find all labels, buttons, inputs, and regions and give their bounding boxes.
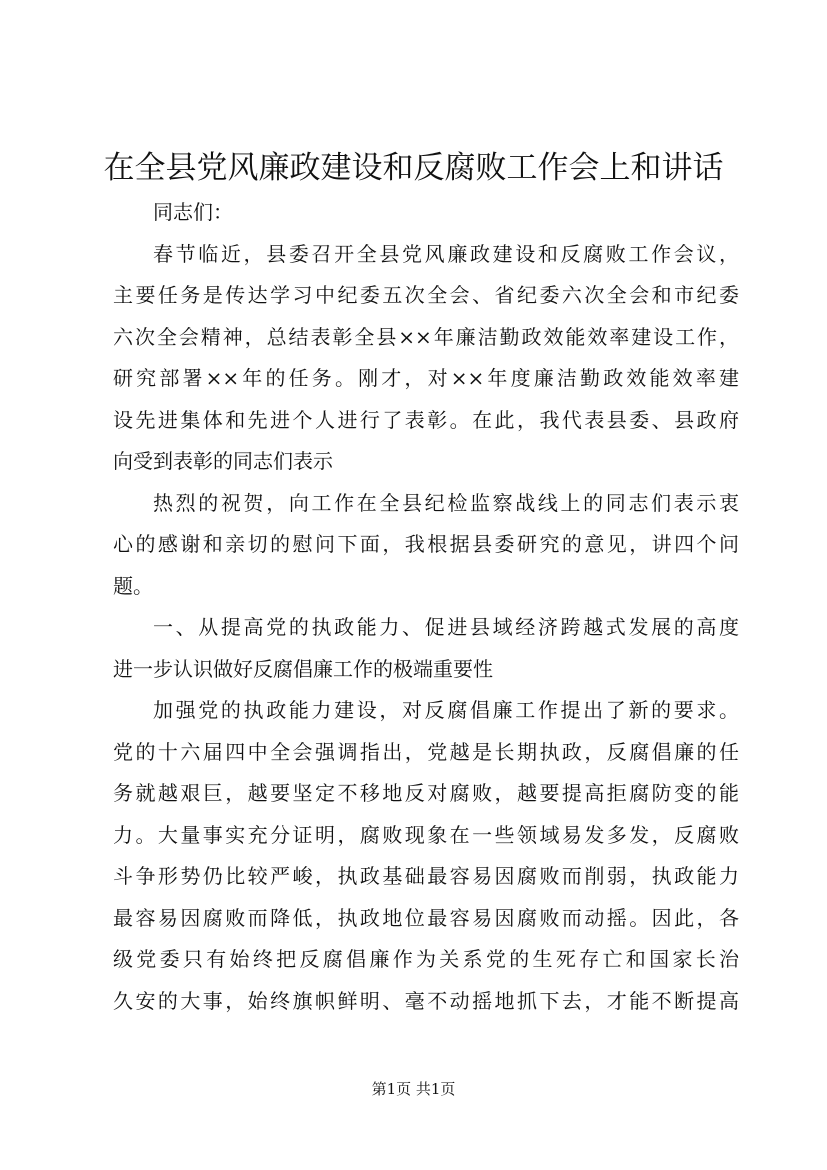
paragraph-line: 力。大量事实充分证明，腐败现象在一些领域易发多发，反腐败 (113, 822, 739, 847)
document-title: 在全县党风廉政建设和反腐败工作会上和讲话 (103, 150, 724, 186)
paragraph-line: 向受到表彰的同志们表示 (113, 449, 333, 473)
paragraph-line: 设先进集体和先进个人进行了表彰。在此，我代表县委、县政府 (113, 407, 739, 432)
section-heading-line: 一、从提高党的执政能力、促进县域经济跨越式发展的高度 (153, 615, 739, 639)
paragraph-line: 春节临近，县委召开全县党风廉政建设和反腐败工作会议， (153, 241, 739, 266)
paragraph-line: 题。 (113, 573, 153, 598)
paragraph-line: 主要任务是传达学习中纪委五次全会、省纪委六次全会和市纪委 (113, 283, 739, 307)
paragraph-line: 加强党的执政能力建设，对反腐倡廉工作提出了新的要求。 (153, 698, 739, 722)
paragraph-line: 研究部署××年的任务。刚才，对××年度廉洁勤政效能效率建 (113, 366, 739, 390)
paragraph-line: 务就越艰巨，越要坚定不移地反对腐败，越要提高拒腐防变的能 (113, 781, 739, 805)
paragraph-line: 久安的大事，始终旗帜鲜明、毫不动摇地抓下去，才能不断提高 (113, 988, 739, 1013)
paragraph-line: 最容易因腐败而降低，执政地位最容易因腐败而动摇。因此，各 (113, 905, 739, 930)
paragraph-line: 热烈的祝贺，向工作在全县纪检监察战线上的同志们表示衷 (153, 490, 739, 515)
paragraph-line: 斗争形势仍比较严峻，执政基础最容易因腐败而削弱，执政能力 (113, 864, 739, 888)
paragraph-line: 级党委只有始终把反腐倡廉作为关系党的生死存亡和国家长治 (113, 947, 739, 971)
paragraph-line: 心的感谢和亲切的慰问下面，我根据县委研究的意见，讲四个问 (113, 532, 739, 556)
section-heading-line: 进一步认识做好反腐倡廉工作的极端重要性 (113, 656, 493, 681)
document-body (113, 192, 739, 1022)
salutation-line: 同志们： (153, 200, 233, 224)
paragraph-line: 六次全会精神，总结表彰全县××年廉洁勤政效能效率建设工作， (113, 324, 739, 349)
paragraph-line: 党的十六届四中全会强调指出，党越是长期执政，反腐倡廉的任 (113, 739, 739, 764)
page-number-footer: 第1页 共1页 (371, 1080, 456, 1098)
